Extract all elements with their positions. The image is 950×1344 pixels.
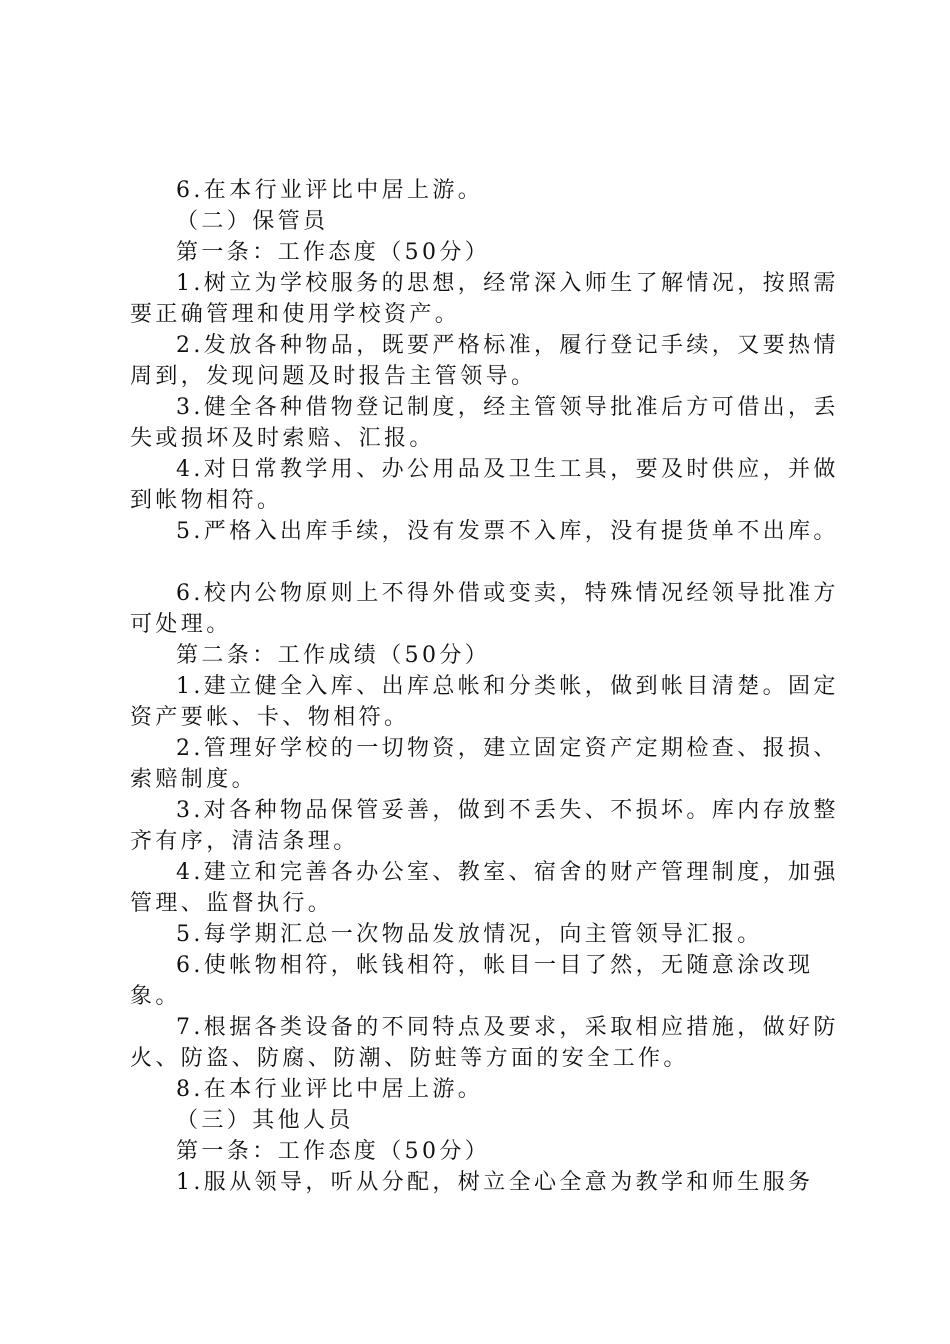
section-heading: （二）保管员 bbox=[176, 209, 329, 234]
paragraph: 3.健全各种借物登记制度，经主管领导批准后方可借出，丢失或损坏及时索赔、汇报。 bbox=[130, 395, 839, 451]
paragraph: 3.对各种物品保管妥善，做到不丢失、不损坏。库内存放整齐有序，清洁条理。 bbox=[130, 798, 839, 854]
paragraph: 4.建立和完善各办公室、教室、宿舍的财产管理制度，加强管理、监督执行。 bbox=[130, 860, 839, 916]
paragraph: 4.对日常教学用、办公用品及卫生工具，要及时供应，并做到帐物相符。 bbox=[130, 457, 839, 513]
paragraph: 7.根据各类设备的不同特点及要求，采取相应措施，做好防火、防盗、防腐、防潮、防蛀等方面的安全工作。 bbox=[130, 1015, 839, 1071]
paragraph: 8.在本行业评比中居上游。 bbox=[176, 1077, 484, 1102]
article-heading: 第一条：工作态度（50分） bbox=[176, 1139, 491, 1164]
article-heading: 第二条：工作成绩（50分） bbox=[176, 643, 491, 668]
paragraph: 5.严格入出库手续，没有发票不入库，没有提货单不出库。 bbox=[176, 519, 839, 544]
paragraph: 6.使帐物相符，帐钱相符，帐目一目了然，无随意涂改现象。 bbox=[130, 953, 814, 1009]
paragraph: 1.建立健全入库、出库总帐和分类帐，做到帐目清楚。固定资产要帐、卡、物相符。 bbox=[130, 674, 839, 730]
paragraph: 1.树立为学校服务的思想，经常深入师生了解情况，按照需要正确管理和使用学校资产。 bbox=[130, 271, 839, 327]
document-body bbox=[130, 175, 850, 1198]
section-heading: （三）其他人员 bbox=[176, 1108, 354, 1133]
paragraph: 6.在本行业评比中居上游。 bbox=[176, 178, 484, 203]
paragraph: 1.服从领导，听从分配，树立全心全意为教学和师生服务 bbox=[176, 1170, 814, 1195]
paragraph: 6.校内公物原则上不得外借或变卖，特殊情况经领导批准方可处理。 bbox=[130, 581, 839, 637]
paragraph: 2.发放各种物品，既要严格标准，履行登记手续，又要热情周到，发现问题及时报告主管领导。 bbox=[130, 333, 839, 389]
paragraph: 2.管理好学校的一切物资，建立固定资产定期检查、报损、索赔制度。 bbox=[130, 736, 839, 792]
article-heading: 第一条：工作态度（50分） bbox=[176, 240, 491, 265]
paragraph: 5.每学期汇总一次物品发放情况，向主管领导汇报。 bbox=[176, 922, 763, 947]
